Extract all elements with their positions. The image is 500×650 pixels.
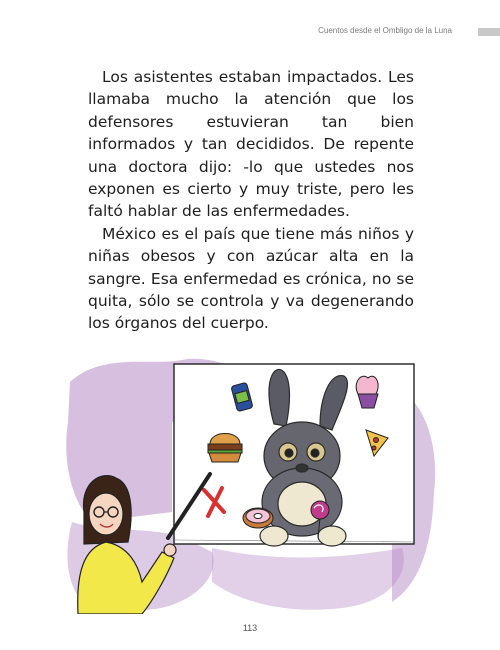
illustration-teacher-pointing-at-board: [62, 352, 442, 614]
donut-drawing: [243, 508, 273, 528]
header-tab-marker: [478, 28, 500, 36]
paragraph-1: Los asistentes estaban impactados. Les llamaba mucho la atención que los defensores estuvieran tan bien informados y tan decididos. De repente una doctora dijo: -lo que ustedes nos exponen es cierto y muy triste, pero les faltó hablar de las enfermedades.: [88, 68, 414, 221]
paragraph-2: México es el país que tiene más niños y niñas obesos y con azúcar alta en la sangre. Esa enfermedad es crónica, no se quita, sólo se controla y va degenerando los órganos del cuerpo.: [88, 224, 414, 333]
page-number: 113: [242, 623, 258, 633]
hamburger-drawing: [208, 434, 242, 463]
story-text: [88, 66, 414, 335]
running-header: [0, 26, 500, 40]
running-title: Cuentos desde el Ombligo de la Luna: [318, 26, 452, 35]
